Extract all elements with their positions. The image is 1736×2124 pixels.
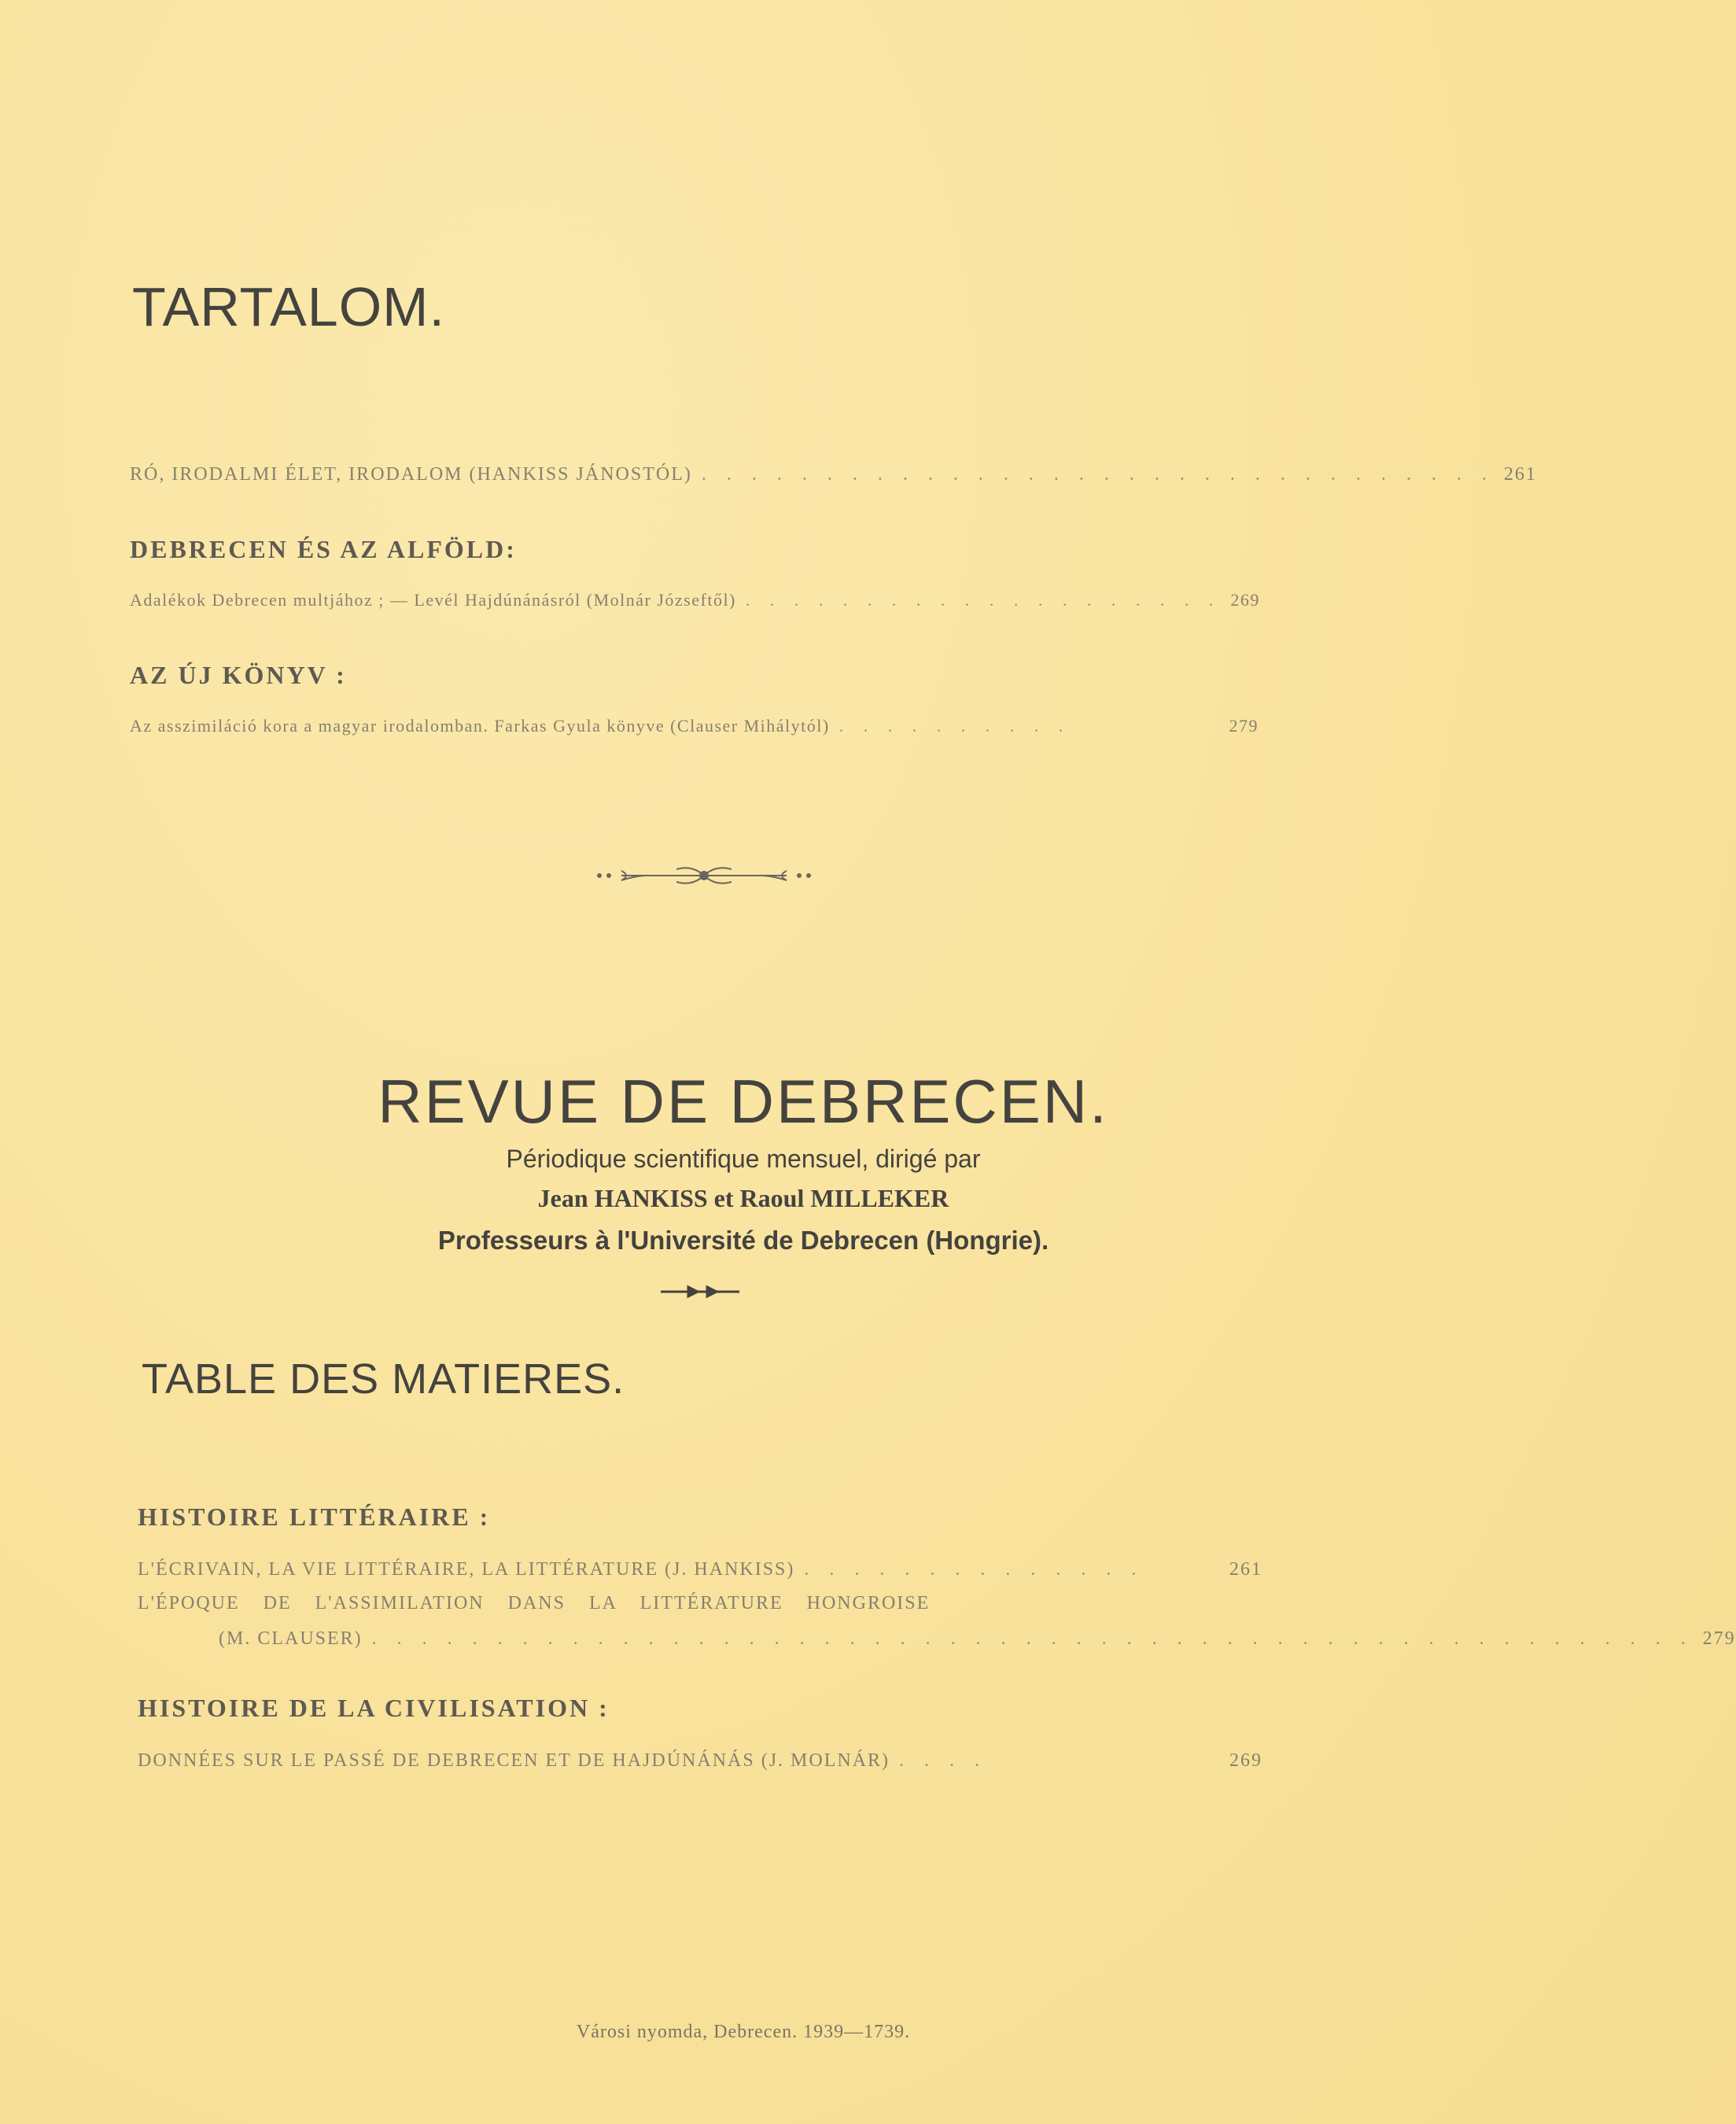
toc-entry <box>130 464 1537 485</box>
toc-entry-page: 279 <box>1702 1628 1736 1649</box>
printer-footer: Városi nyomda, Debrecen. 1939—1739. <box>576 2022 911 2042</box>
toc-entry-text: Adalékok Debrecen multjához ; — Levél Hajdúnánásról (Molnár Józseftől) <box>130 590 736 610</box>
toc-entry-text: (M. CLAUSER) <box>219 1628 363 1649</box>
leader-dots: . . . . . . . . . . . . . . . . . . . . <box>745 590 1222 610</box>
toc-entry-text: L'ÉCRIVAIN, LA VIE LITTÉRAIRE, LA LITTÉRATURE (J. HANKISS) <box>138 1559 795 1580</box>
leader-dots: . . . . . . . . . . . . . . <box>804 1559 1144 1580</box>
toc-entry-page: 261 <box>1229 1559 1262 1580</box>
toc-entry <box>138 1593 1129 1614</box>
toc-entry <box>138 1750 1262 1772</box>
toc-entry <box>130 716 1259 736</box>
toc-entry <box>130 590 1259 610</box>
leader-dots: . . . . . . . . . . . . . . . . . . . . . . . . . . . . . . . . . . . . . . . . . . . . . . . . . . . . . <box>371 1628 1694 1649</box>
leader-dots: . . . . <box>899 1750 988 1771</box>
revue-affiliation: Professeurs à l'Université de Debrecen (Hongrie). <box>437 1226 1049 1255</box>
toc-entry-page: 279 <box>1229 716 1259 736</box>
toc-entry <box>138 1559 1262 1580</box>
section-title: AZ ÚJ KÖNYV : <box>130 661 347 689</box>
toc-entry-text: Az asszimiláció kora a magyar irodalomban. Farkas Gyula könyve (Clauser Mihálytól) <box>130 716 830 736</box>
section-title: HISTOIRE DE LA CIVILISATION : <box>138 1694 610 1722</box>
revue-title: REVUE DE DEBRECEN. <box>378 1067 1109 1136</box>
toc-entry-page: 269 <box>1229 1750 1262 1771</box>
section-title: HISTOIRE LITTÉRAIRE : <box>138 1503 491 1531</box>
revue-subtitle: Périodique scientifique mensuel, dirigé par <box>506 1145 981 1173</box>
revue-editors: Jean HANKISS et Raoul MILLEKER <box>537 1184 949 1212</box>
leader-dots: . . . . . . . . . . <box>839 716 1071 736</box>
leader-dots: . . . . . . . . . . . . . . . . . . . . . . . . . . . . . . . . <box>701 464 1495 485</box>
toc-entry-text: RÓ, IRODALMI ÉLET, IRODALOM (HANKISS JÁNOSTÓL) <box>130 464 692 485</box>
arrow-ornament-icon <box>657 1284 743 1300</box>
table-heading: TABLE DES MATIERES. <box>142 1355 625 1403</box>
toc-entry-page: 269 <box>1230 590 1260 610</box>
section-title: DEBRECEN ÉS AZ ALFÖLD: <box>130 535 517 563</box>
toc-entry <box>219 1628 1736 1650</box>
tartalom-heading: TARTALOM. <box>132 276 445 337</box>
toc-entry-text: L'ÉPOQUE DE L'ASSIMILATION DANS LA LITTÉRATURE HONGROISE <box>138 1593 931 1613</box>
toc-entry-page: 261 <box>1503 464 1537 485</box>
toc-entry-text: DONNÉES SUR LE PASSÉ DE DEBRECEN ET DE HAJDÚNÁNÁS (J. MOLNÁR) <box>138 1750 890 1771</box>
ornament-divider-icon <box>590 861 818 890</box>
